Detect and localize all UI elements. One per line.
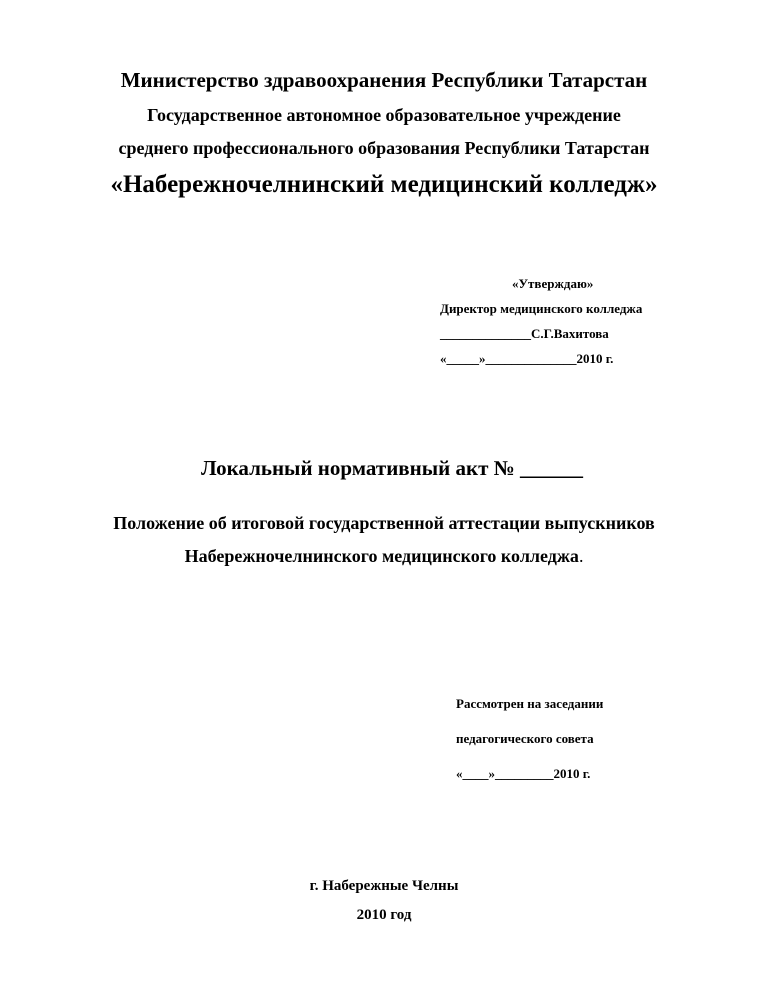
footer-city: г. Набережные Челны	[309, 878, 459, 894]
approval-title: «Утверждаю»	[512, 276, 594, 291]
act-title: Локальный нормативный акт № ______	[200, 456, 584, 480]
approval-signature-line: ______________С.Г.Вахитова	[440, 326, 609, 341]
college-name: «Набережночелнинский медицинский колледж»	[110, 171, 658, 198]
review-line-1: Рассмотрен на заседании	[456, 696, 604, 711]
regulation-title-period: .	[578, 546, 584, 566]
review-date-line: «____»_________2010 г.	[456, 766, 591, 781]
ministry-heading: Министерство здравоохранения Республики Татарстан	[120, 68, 648, 92]
approval-date-line: «_____»______________2010 г.	[440, 351, 614, 366]
regulation-title-line-1: Положение об итоговой государственной аттестации выпускников	[113, 513, 655, 533]
institution-line-2: среднего профессионального образования Республики Татарстан	[118, 138, 650, 158]
regulation-title-line-2	[0, 547, 768, 565]
approval-position: Директор медицинского колледжа	[440, 301, 643, 316]
footer-year: 2010 год	[356, 907, 412, 923]
regulation-title-line-2-text: Набережночелнинского медицинского колледжа	[184, 546, 579, 566]
review-line-2: педагогического совета	[456, 731, 594, 746]
institution-line-1: Государственное автономное образовательное учреждение	[147, 105, 621, 125]
